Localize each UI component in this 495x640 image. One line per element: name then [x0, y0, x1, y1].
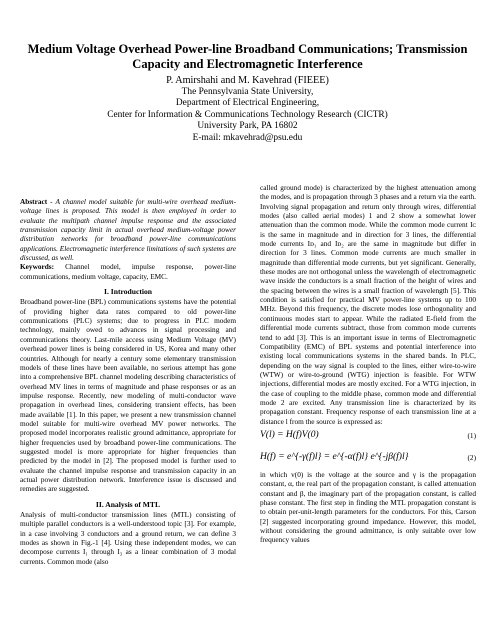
left-column [20, 197, 236, 566]
propagation-paragraph: in which v(0) is the voltage at the source and γ is the propagation constant, α, the real part of the propagation constant, is called attenuation constant and β, the imaginary part of the propagation constant, is called phase constant. The first step in finding the MTL propagation constant is to obtain per-unit-length parameters for the conductors. For this, Carson [2] suggested incorporating ground impedance. However, this model, without considering the ground admittance, is only suitable over low frequency values [260, 469, 476, 545]
equation-2-number: (2) [467, 452, 476, 462]
keywords [20, 262, 236, 281]
equation-1-number: (1) [467, 430, 476, 440]
affiliation-line-4: University Park, PA 16802 [197, 121, 298, 132]
introduction-paragraph: Broadband power-line (BPL) communications systems have the potential of providing higher data rates compared to old power-line communications (PLC) systems; due to progress in PLC modem technology, mainly owed to advances in signal processing and communications theory. Last-mile access using Medium Voltage (MV) overhead power lines is being considered in US, Korea and many other countries. Although for nearly a century some elementary transmission models of these lines have been available, no serious attempt has gone into a comprehensive BPL channel modeling describing characteristics of overhead MV lines in terms of magnitude and phase responses or as an impulse response. Recently, new modeling of multi-conductor wave propagation in overhead lines, considering transient effects, has been made available [1]. In this paper, we present a new transmission channel model suitable for multi-wire overhead MV power networks. The proposed model incorporates realistic ground admittance, appropriate for higher frequencies used by broadband power-line communications. The suggested model is more appropriate for higher frequencies than predicted by the model in [2]. The proposed model is further used to evaluate the channel impulse response and transmission capacity in an actual power distribution network. Interference issue is discussed and remedies are suggested. [20, 297, 236, 494]
author-block [20, 75, 475, 145]
affiliation-line-1: The Pennsylvania State University, [181, 86, 314, 97]
modes-paragraph: called ground mode) is characterized by the highest attenuation among the modes, and is propagation through 3 phases and a return via the earth. Involving signal propagation and return only through wires, differential modes (also called aerial modes) 1 and 2 show a somewhat lower attenuation than the common mode. While the common mode current Iᴄ is the same in magnitude and in direction for 3 lines, the differential mode currents Iᴅ₁ and Iᴅ₂ are the same in magnitude but differ in direction for 3 lines. Common mode currents are much smaller in magnitude than differential mode currents, but yet significant. Generally, these modes are not orthogonal unless the wavelength of electromagnetic wave inside the conductors is a small fraction of the height of wires and the spacing between the wires is a small fraction of wavelength [5]. This condition is satisfied for practical MV power-line systems up to 100 MHz. Beyond this frequency, the discrete modes lose orthogonality and continuous modes start to appear. While the radiated E-field from the differential mode currents subtract, those from common mode currents tend to add [3]. This is an important issue in terms of Electromagnetic Compatibility (EMC) of BPL systems and potential interference into existing local communications systems in the shared bands. In PLC, depending on the way signal is coupled to the lines, either wire-to-wire (WTW) or wire-to-ground (WTG) injection is feasible. For WTW injections, differential modes are mostly excited. For a WTG injection, in the case of coupling to the middle phase, common mode and differential mode 2 are excited. Any transmission line is characterized by its propagation constant. Frequency response of each transmission line at a distance l from the source is expressed as: [260, 183, 476, 426]
equation-1 [260, 429, 476, 448]
equation-1-expression: V(l) = H(f)V(0) [260, 429, 319, 440]
abstract-label: Abstract [20, 197, 48, 206]
author-names: P. Amirshahi and M. Kavehrad (FIEEE) [166, 75, 329, 86]
keywords-label: Keywords: [20, 262, 55, 272]
keywords-text: Channel model, impulse response, power-line communications, medium voltage, capacity, EMC. [20, 262, 236, 281]
title-line-2: Capacity and Electromagnetic Interference [132, 57, 363, 71]
section-heading-introduction: I. Introduction [104, 287, 152, 297]
equation-2 [260, 451, 476, 470]
abstract [20, 197, 236, 262]
affiliation-line-3: Center for Information & Communications Technology Research (CICTR) [107, 109, 388, 120]
right-column [260, 183, 476, 545]
author-email: E-mail: mkavehrad@psu.edu [192, 132, 303, 143]
section-heading-mtl: II. Analysis of MTL [95, 499, 161, 509]
equation-2-expression: H(f) = e^{-γ(f)l} = e^{-α(f)l} e^{-jβ(f)l} [260, 451, 409, 462]
mtl-paragraph: Analysis of multi-conductor transmission lines (MTL) consisting of multiple parallel conductors is a well-understood topic [3]. For example, in a case involving 3 conductors and a ground return, we can define 3 modes as shown in Fig.-1 [4]. Using these independent modes, we can decompose currents I₁ through I₃ as a linear combination of 3 modal currents. Common mode (also [20, 510, 236, 566]
paper-title [20, 42, 475, 72]
title-line-1: Medium Voltage Overhead Power-line Broadband Communications; Transmission [27, 42, 468, 56]
abstract-text: - A channel model suitable for multi-wire overhead medium-voltage lines is proposed. This model is then employed in order to evaluate the multipath channel impulse response and the associated transmission capacity limit in actual overhead medium-voltage power distribution networks for broadband power-line communications applications. Electromagnetic interference limitations of such systems are discussed, as well. [20, 197, 236, 263]
affiliation-line-2: Department of Electrical Engineering, [175, 98, 320, 109]
